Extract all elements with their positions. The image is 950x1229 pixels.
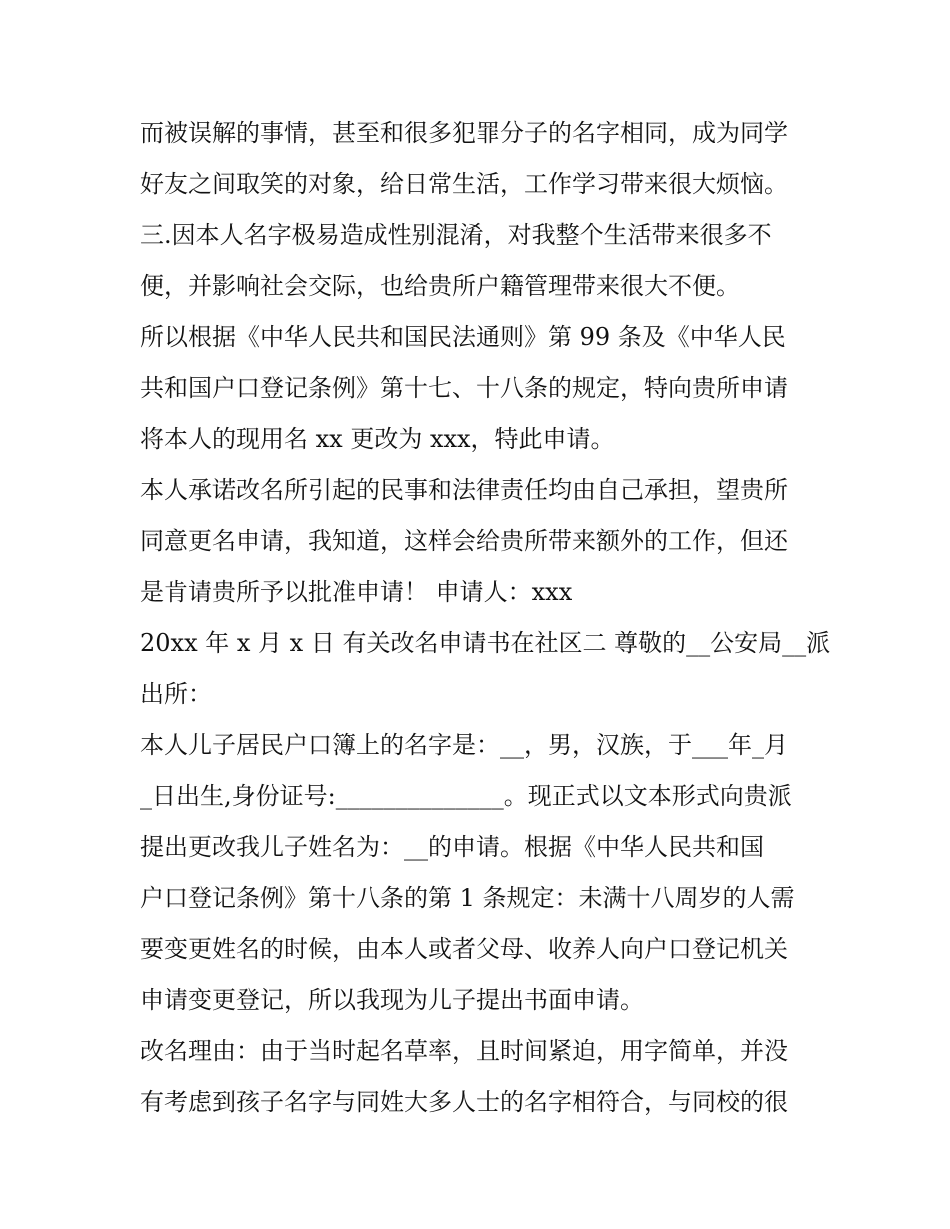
text-line: 便，并影响社会交际，也给贵所户籍管理带来很大不便。 [140, 272, 740, 300]
text-line: 好友之间取笑的对象，给日常生活，工作学习带来很大烦恼。 [140, 170, 788, 198]
text-line: 本人承诺改名所引起的民事和法律责任均由自己承担，望贵所 [140, 476, 788, 504]
text-line: 共和国户口登记条例》第十七、十八条的规定，特向贵所申请 [140, 374, 788, 402]
text-line: 20xx 年 x 月 x 日 有关改名申请书在社区二 尊敬的__公安局__派 [140, 629, 831, 657]
text-line: _日出生,身份证号:______________。现正式以文本形式向贵派 [140, 782, 792, 810]
text-line: 提出更改我儿子姓名为：__的申请。根据《中华人民共和国 [140, 833, 764, 861]
text-line: 户口登记条例》第十八条的第 1 条规定：未满十八周岁的人需 [140, 884, 795, 912]
text-line: 所以根据《中华人民共和国民法通则》第 99 条及《中华人民 [140, 323, 786, 351]
text-line: 而被误解的事情，甚至和很多犯罪分子的名字相同，成为同学 [140, 119, 788, 147]
text-line: 要变更姓名的时候，由本人或者父母、收养人向户口登记机关 [140, 935, 788, 963]
text-line: 将本人的现用名 xx 更改为 xxx，特此申请。 [140, 425, 615, 453]
text-line: 有考虑到孩子名字与同姓大多人士的名字相符合，与同校的很 [140, 1088, 788, 1116]
text-line: 是肯请贵所予以批准申请！ 申请人：xxx [140, 578, 573, 606]
text-line: 申请变更登记，所以我现为儿子提出书面申请。 [140, 986, 644, 1014]
text-line: 同意更名申请，我知道，这样会给贵所带来额外的工作，但还 [140, 527, 788, 555]
document-body [140, 108, 830, 1128]
text-line: 本人儿子居民户口簿上的名字是：__，男，汉族，于___年_月 [140, 731, 788, 759]
text-line: 三.因本人名字极易造成性别混淆，对我整个生活带来很多不 [140, 221, 772, 249]
text-line: 出所： [140, 680, 212, 708]
text-line: 改名理由：由于当时起名草率，且时间紧迫，用字简单，并没 [140, 1037, 788, 1065]
